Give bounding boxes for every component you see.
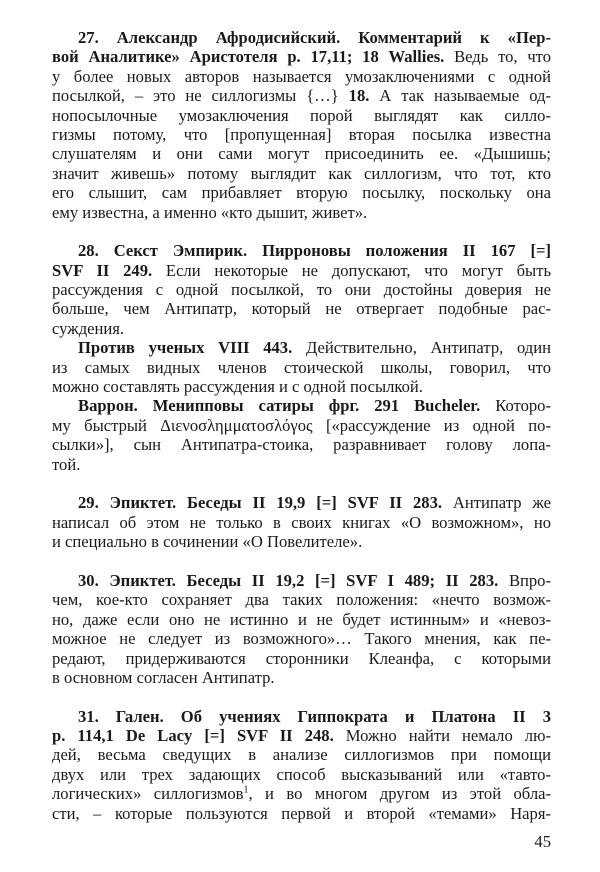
source-reference: 29. Эпиктет. Беседы II 19,9 [=] SVF II 283. [78, 493, 443, 513]
text-line [52, 571, 551, 590]
text-line [52, 144, 551, 163]
body-text: му быстрый Διενοσλημματοσλόγος [«рассуждение из одной по- [52, 415, 551, 435]
body-text: его слышит, сам прибавляет вторую посылку, поскольку она [52, 183, 551, 203]
entry-30 [52, 571, 551, 687]
body-text: А так называемые од- [369, 86, 551, 106]
text-line [52, 125, 551, 144]
source-reference: SVF II 249. [52, 260, 153, 280]
text-line [52, 610, 551, 629]
body-text: значит живешь» потому выглядит как силлогизм, что тот, кто [52, 163, 551, 183]
source-reference: Варрон. Менипповы сатиры фрг. 291 Bucheler. [78, 396, 481, 416]
text-line [52, 86, 551, 105]
body-text: той. [52, 454, 81, 474]
body-text: Которо- [480, 396, 551, 416]
entry-31 [52, 707, 551, 823]
text-line [52, 299, 551, 318]
body-text: Действительно, Антипатр, один [292, 338, 551, 358]
text-line [52, 745, 551, 764]
body-text: сылки»], сын Антипатра-стоика, разравнивает голову лопа- [52, 435, 551, 455]
source-reference: 30. Эпиктет. Беседы II 19,2 [=] SVF I 489; II 283. [78, 570, 499, 590]
body-text: написал об этом не только в своих книгах «О возможном», но [52, 512, 551, 532]
text-line [52, 358, 551, 377]
entry-27 [52, 28, 551, 222]
text-line [52, 455, 551, 474]
body-text: дей, весьма сведущих в анализе силлогизмов при помощи [52, 745, 551, 765]
body-text: суждения. [52, 318, 125, 338]
source-reference: 28. Секст Эмпирик. Пирроновы положения II 167 [=] [78, 241, 551, 261]
page-number: 45 [534, 832, 551, 851]
text-line [52, 319, 551, 338]
text-line [52, 784, 551, 803]
text-line [52, 377, 551, 396]
body-text: из самых видных членов стоической школы, говорил, что [52, 357, 551, 377]
body-text: редают, придерживаются сторонники Клеанфа, с которыми [52, 648, 551, 668]
text-line [52, 183, 551, 202]
body-text: в основном согласен Антипатр. [52, 667, 275, 687]
body-text: можное не следует из возможного»… Такого мнения, как пе- [52, 629, 551, 649]
footnote-marker: 1 [243, 784, 249, 796]
text-line [52, 203, 551, 222]
body-text: , и во многом другом из этой обла- [248, 784, 551, 804]
entry-28 [52, 241, 551, 474]
text-line [52, 707, 551, 726]
source-reference: р. 114,1 De Lacy [=] SVF II 248. [52, 726, 334, 746]
text-line [52, 106, 551, 125]
text-line [52, 28, 551, 47]
text-line [52, 164, 551, 183]
text-line [52, 668, 551, 687]
source-reference: вой Аналитике» Аристотеля р. 17,11; 18 Wallies. [52, 47, 445, 67]
text-line [52, 765, 551, 784]
text-line [52, 396, 551, 415]
text-line [52, 804, 551, 823]
source-reference: 27. Александр Афродисийский. Комментарий к «Пер- [78, 28, 551, 47]
text-line [52, 629, 551, 648]
text-line [52, 241, 551, 260]
entry-29 [52, 493, 551, 551]
body-text: можно составлять рассуждения и с одной посылкой. [52, 377, 423, 397]
text-line [52, 513, 551, 532]
body-text: чем, кое-кто сохраняет два таких положения: «нечто возмож- [52, 590, 551, 610]
body-text: Впро- [498, 570, 552, 590]
text-line [52, 416, 551, 435]
body-text: гизмы потому, что [пропущенная] вторая посылка известна [52, 124, 551, 144]
body-text: у более новых авторов называется умозаключениями с одной [52, 66, 551, 86]
source-reference: 31. Гален. Об учениях Гиппократа и Платона II 3 [78, 706, 551, 726]
text-line [52, 649, 551, 668]
body-text: посылкой, – это не силлогизмы {…} [52, 86, 349, 106]
body-text: логических» силлогизмов [52, 784, 244, 804]
body-text: и специально в сочинении «О Повелителе». [52, 532, 363, 552]
body-text: Ведь то, что [444, 47, 552, 67]
body-text: ему известна, а именно «кто дышит, живет». [52, 202, 368, 222]
body-text: больше, чем Антипатр, который не отвергает подобные рас- [52, 299, 551, 319]
body-text: но, даже если оно не истинно и не будет истинным» и «невоз- [52, 609, 551, 629]
body-text: Антипатр же [442, 493, 551, 513]
text-line [52, 261, 551, 280]
body-text: рассуждения с одной посылкой, то они достойны доверия не [52, 280, 551, 300]
body-text: двух или трех задающих способ высказываний или «тавто- [52, 764, 551, 784]
text-line [52, 493, 551, 512]
text-line [52, 280, 551, 299]
text-line [52, 47, 551, 66]
text-line [52, 532, 551, 551]
text-line [52, 67, 551, 86]
body-text: слушателям и они сами могут присоединить ее. «Дышишь; [52, 144, 551, 164]
source-reference: Против ученых VIII 443. [78, 338, 293, 358]
body-text: сти, – которые пользуются первой и второй «темами» Наря- [52, 803, 551, 823]
body-text: нопосылочные умозаключения порой выглядят как силло- [52, 105, 551, 125]
body-text: Можно найти немало лю- [333, 726, 551, 746]
source-reference: 18. [348, 86, 370, 106]
text-line [52, 590, 551, 609]
text-line [52, 726, 551, 745]
page-body [52, 28, 551, 823]
text-line [52, 435, 551, 454]
body-text: Если некоторые не допускают, что могут быть [152, 260, 552, 280]
text-line [52, 338, 551, 357]
